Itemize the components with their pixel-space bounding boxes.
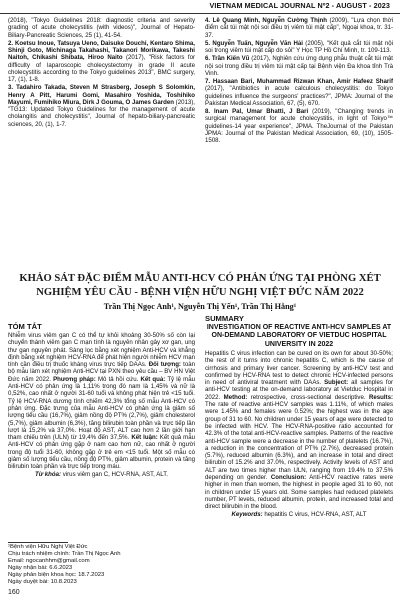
abstract-text: Anti-HCV reactive rates were higher in men than women, the highest in people aged 31 to 60, not in children under 15 years old. Some samples had reduced platelets number, PT levels, reduced albumin, protein, and increased total and direct bilirubin in the blood. [205,474,393,511]
summary-title: INVESTIGATION OF REACTIVE ANTI-HCV SAMPLES AT ON-DEMAND LABORATORY OF VIETDUC HOSPITAL UNIVERSITY IN 2022 [206,324,392,348]
reference-authors: 6. Trần Kiến Vũ [205,55,250,63]
abstract-text: retrospective, cross-sectional descriptive. [247,393,369,401]
reference-authors: 2. Koetsu Inoue, Tatsuya Ueno, Daisuke Douchi, Kentaro Shima, Shinji Goto, Michinaga Takahashi, Takanori Morikawa, Takeshi Naitoh, Chikashi Shibata, Hiroo Naito [8,39,195,62]
abstract-label: Phương pháp: [53,375,96,383]
footnote-accepted-date: Ngày duyệt bài: 10.8.2023 [8,579,77,586]
article-authors: Trần Thị Ngọc Anh¹, Nguyễn Thị Yến¹, Trần Thị Hằng¹ [103,302,297,311]
reference-item [205,17,393,39]
reference-body: (2019), "Changing trends in surgical management for acute cholecystitis, in light of Tokyo™ guidelines-14 year experience", JPMA. TheJournal of the Pakistan JPMA: Journal of the Pakistan Medical Association, 69, (10), 1505-1508. [205,108,393,144]
footnote-divider [8,542,68,543]
summary-abstract [205,350,393,518]
abstract-label: Method: [223,393,248,401]
abstract-text: Kết quả mẫu Anti-HCV có phản ứng gặp ở nam cao hơn nữ, cao nhất ở người trong độ tuổi 31-60, không gặp ở trẻ em <15 tuổi. Một số mẫu có giảm số lượng tiểu cầu, nồng độ PT%, giảm albumin, protein và tăng bilirubin toàn phần và trực tiếp trong máu. [8,434,195,471]
reference-body: (2009), "Lựa chọn thời điểm cắt túi mật nội soi điều trị viêm túi mật cấp", Ngoại khoa, tr. 31-37. [205,17,393,39]
abstract-label: Đối tượng: [148,361,181,369]
reference-item [8,40,195,84]
footnote [8,544,195,587]
reference-item [205,108,393,144]
journal-header-text: VIETNAM MEDICAL JOURNAL Nº2 - AUGUST - 2023 [209,1,390,10]
footnote-received-date: Ngày nhận bài: 6.6.2023 [8,565,73,572]
reference-body: (2005), "Kết quả cắt túi mật nội soi trong viêm túi mật cấp do sỏi" Y Học TP Hồ Chí Minh, tr. 109-113. [205,39,393,54]
tom-tat-heading: TÓM TẮT [8,322,42,331]
references-left-column [8,17,195,129]
abstract-text: Tỷ lệ mẫu Anti-HCV có phản ứng là 1,11% trong đó nam là 1,45% và nữ là 0,52%, cao nhất ở người 31-60 tuổi và không phát hiện trẻ <15 tuổi. Tỷ lệ HCV-RNA dương tính chiếm 42,3% tổng số mẫu Anti-HCV có phản ứng. Đặc trưng của mẫu Anti-HCV có phản ứng là giảm số lượng tiểu cầu (16,7%), giảm nồng độ PT% (2,7%), giảm cholesterol (5,7%), giảm albumin (6,3%), tăng bilirubin toàn phần và trực tiếp lần lượt là 15,2% và 37,0%. Hoạt độ AST, ALT cao hơn 2 lần giới hạn tham chiếu trên (ULN) từ 19,4% đến 37,5%. [8,375,196,442]
reference-body: (2018), "Tokyo Guidelines 2018: diagnostic criteria and severity grading of acute cholecystitis (with videos)", Journal of Hepato-Biliary-Pancreatic Sciences, 25 (1), 41-54. [8,17,195,39]
journal-header [0,0,400,14]
abstract-text: Mô tả hồi cứu. [95,375,141,383]
footnote-affiliation: ¹Bệnh viện Hữu Nghị Việt Đức [8,544,88,550]
abstract-label: Conclusion: [270,474,307,482]
abstract-label: Kết quả: [140,375,166,383]
abstract-intro: Hepatitis C virus infection can be cured on its own for about 30-50%; the rest of it turns into chronic hepatitis C, which is the cause of cirrhosis and primary liver cancer. Screening by anti-HCV test and confirmed by HCV-RNA test to detect chronic HCV-infected persons in need of antiviral treatment with DAAs. [205,350,393,387]
footnote-corresponding-author: Chịu trách nhiệm chính: Trần Thị Ngọc Anh [8,551,121,558]
reference-authors: 5. Nguyễn Tuấn, Nguyễn Văn Hải [205,39,303,47]
keywords-label: Keywords: [231,510,263,518]
article-title: KHẢO SÁT ĐẶC ĐIỂM MẪU ANTI-HCV CÓ PHẢN ỨNG TẠI PHÒNG XÉT NGHIỆM YÊU CẦU - BỆNH VIỆN HỮU NGHỊ VIỆT ĐỨC NĂM 2022 [19,273,381,298]
reference-item [8,17,195,39]
keywords-text: hepatitis C virus, HCV-RNA, AST, ALT [262,510,367,518]
reference-body: (2017), "Risk factors for difficulty of laparoscopic cholecystectomy in grade II acute cholecystitis according to the Tokyo guidelines 2013", BMC surgery, 17, (1), 1-8. [8,54,195,83]
reference-authors: 7. Hassaan Bari, Muhammad Rizwan Khan, Amir Hafeez Sharif [205,78,393,85]
abstract-text: toàn bộ mẫu làm xét nghiệm Anti-HCV tại PXN theo yêu cầu – BV HN Việt Đức năm 2022. [8,361,195,383]
summary-heading: SUMMARY [205,314,244,323]
reference-body: (2017), "Antibiotics in acute calculous cholecystitis: do Tokyo guidelines influence the surgeons' practices?", JPMA: Journal of the Pakistan Medical Association, 67, (5), 670. [205,85,393,107]
reference-authors: 8. Inam Pal, Umar Bhatti, J Bari [205,108,309,115]
abstract-text: The rate of reactive anti-HCV samples was 1.11%, of which males were 1.45% and females were 0.52%; the highest was in the age group of 31 to 60. No children under 15 years of age were detected to be infected with HCV. The HCV-RNA-positive ratio accounted for 42.3% of the total anti-HCV-reactive samples. Patterns of the reactive anti-HCV sample were a decrease in the number of platelets (16.7%), a reduction in the concentration of PT% (2.7%), decreased protein (5.7%), reduced albumin (6.3%), and an increase in total and direct bilirubin of 15.2% and 37.0%, respectively. Activity levels of AST and ALT are two times higher than ULN, ranging from 19.4% to 37.5% depending on gender. [205,401,394,482]
reference-body: (2013), "TG13: Updated Tokyo Guidelines for the management of acute cholangitis and cholecystitis", Journal of hepato-biliary-pancreatic sciences, 20, (1), 1-7. [8,98,195,128]
reference-item [205,55,393,77]
abstract-intro: Nhiễm virus viêm gan C có thể tự khỏi khoảng 30-50% số còn lại chuyển thành viêm gan C mạn tính là nguyên nhân gây xơ gan, ung thư gan nguyên phát. Sàng lọc bằng xét nghiệm Anti-HCV và khẳng định bằng xét nghiệm HCV-RNA để phát hiện người nhiễm HCV mạn tính cần điều trị thuốc kháng virus trực tiếp DAAs. [8,332,195,369]
reference-item [205,78,393,107]
keywords-text: virus viêm gan C, HCV-RNA, AST, ALT. [61,470,168,478]
abstract-label: Kết luận: [131,434,158,442]
footnote-email: Email: ngocanhhm@gmail.com [8,558,90,565]
reference-authors: 3. Tadahiro Takada, Steven M Strasberg, Joseph S Solomkin, Henry A Pitt, Harumi Gomi, Masahiro Yoshida, Toshihiko Mayumi, Fumihiko Miura, Dirk J Gouma, O James Garden [8,84,195,106]
keywords-label: Từ khóa: [35,470,62,478]
abstract-label: Subject: [324,379,349,387]
page-number: 160 [8,589,20,596]
abstract-text: all samples for anti-HCV testing at the on-demand laboratory at Vietduc Hospital in 2022. [205,379,394,401]
reference-item [8,84,195,128]
abstract-label: Results: [368,393,393,401]
reference-item [205,40,393,55]
footnote-review-date: Ngày phản biện khoa học: 18.7.2023 [8,572,105,579]
references-right-column [205,17,393,145]
reference-body: (2017), Nghiên cứu ứng dụng phẫu thuật cắt túi mật nội soi trong điều trị viêm túi mật cấp tại Bệnh viện Đa khoa tỉnh Trà Vinh. [205,55,393,77]
tom-tat-abstract [8,332,195,478]
reference-authors: 4. Lê Quang Minh, Nguyễn Cường Thịnh [205,17,327,24]
